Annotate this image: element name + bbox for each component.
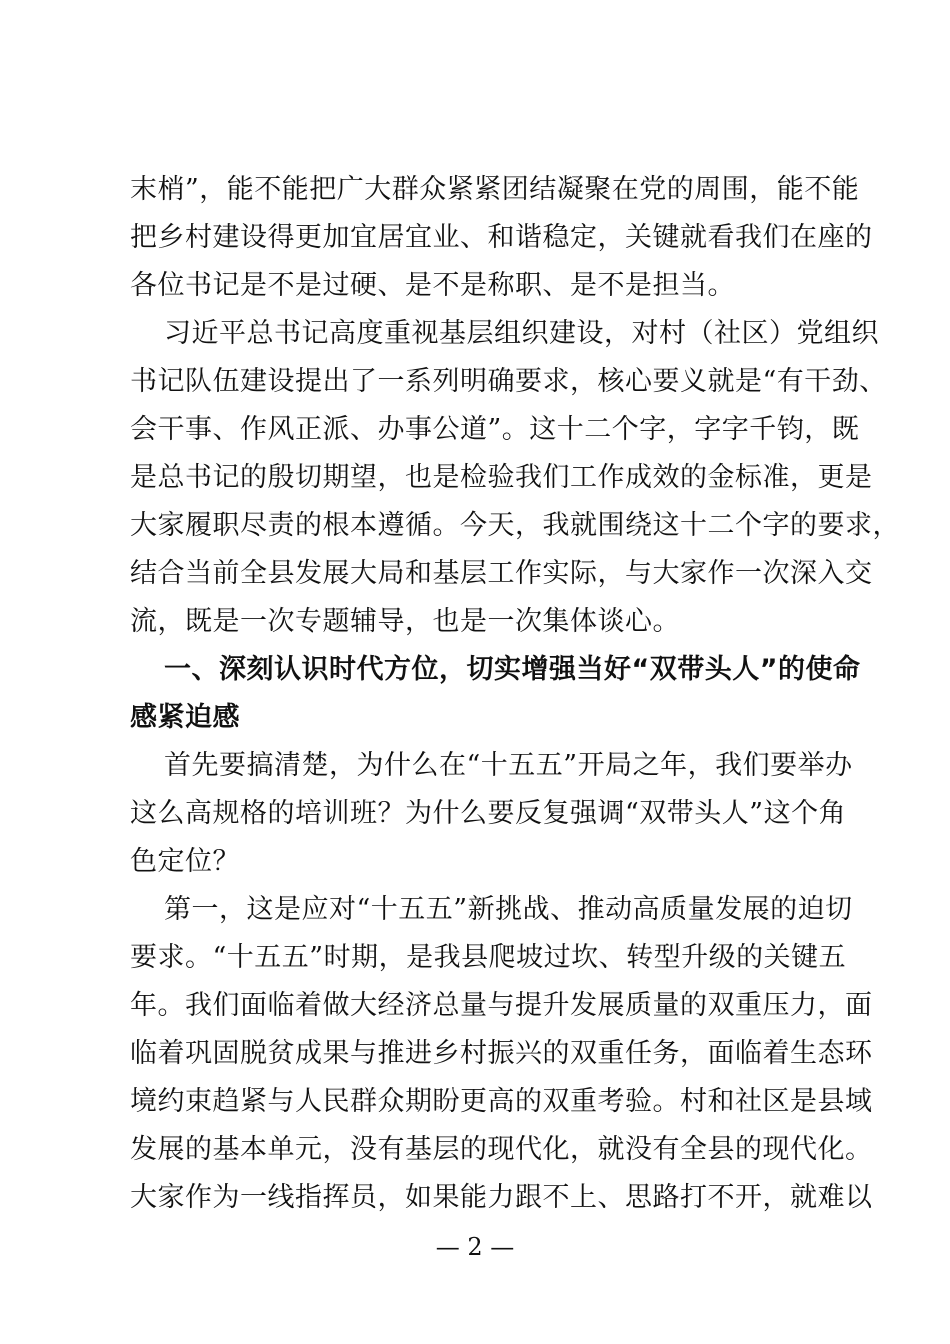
section-heading: 感紧迫感 xyxy=(130,702,240,733)
paragraph-line: 结合当前全县发展大局和基层工作实际，与大家作一次深入交 xyxy=(130,558,873,589)
paragraph-line: 末梢”，能不能把广大群众紧紧团结凝聚在党的周围，能不能 xyxy=(130,174,860,205)
paragraph-line: 流，既是一次专题辅导，也是一次集体谈心。 xyxy=(130,606,680,637)
paragraph-line: 首先要搞清楚，为什么在“十五五”开局之年，我们要举办 xyxy=(164,750,853,781)
paragraph-line: 书记队伍建设提出了一系列明确要求，核心要义就是“有干劲、 xyxy=(130,366,887,397)
paragraph-line: 这么高规格的培训班？为什么要反复强调“双带头人”这个角 xyxy=(130,798,847,829)
paragraph-line: 大家作为一线指挥员，如果能力跟不上、思路打不开，就难以 xyxy=(130,1182,873,1213)
page-number: — 2 — xyxy=(435,1233,515,1261)
paragraph-line: 色定位？ xyxy=(130,846,240,877)
paragraph-line: 把乡村建设得更加宜居宜业、和谐稳定，关键就看我们在座的 xyxy=(130,222,873,253)
paragraph-line: 习近平总书记高度重视基层组织建设，对村（社区）党组织 xyxy=(164,318,879,349)
paragraph-line: 各位书记是不是过硬、是不是称职、是不是担当。 xyxy=(130,270,735,301)
section-heading: 一、深刻认识时代方位，切实增强当好“双带头人”的使命 xyxy=(164,654,861,685)
paragraph-line: 是总书记的殷切期望，也是检验我们工作成效的金标准，更是 xyxy=(130,462,873,493)
paragraph-line: 会干事、作风正派、办事公道”。这十二个字，字字千钧，既 xyxy=(130,414,860,445)
paragraph-line: 大家履职尽责的根本遵循。今天，我就围绕这十二个字的要求， xyxy=(130,510,900,541)
paragraph-line: 发展的基本单元，没有基层的现代化，就没有全县的现代化。 xyxy=(130,1134,873,1165)
paragraph-line: 临着巩固脱贫成果与推进乡村振兴的双重任务，面临着生态环 xyxy=(130,1038,873,1069)
paragraph-line: 第一，这是应对“十五五”新挑战、推动高质量发展的迫切 xyxy=(164,894,853,925)
paragraph-line: 要求。“十五五”时期，是我县爬坡过坎、转型升级的关键五 xyxy=(130,942,847,973)
paragraph-line: 境约束趋紧与人民群众期盼更高的双重考验。村和社区是县域 xyxy=(130,1086,873,1117)
paragraph-line: 年。我们面临着做大经济总量与提升发展质量的双重压力，面 xyxy=(130,990,873,1021)
